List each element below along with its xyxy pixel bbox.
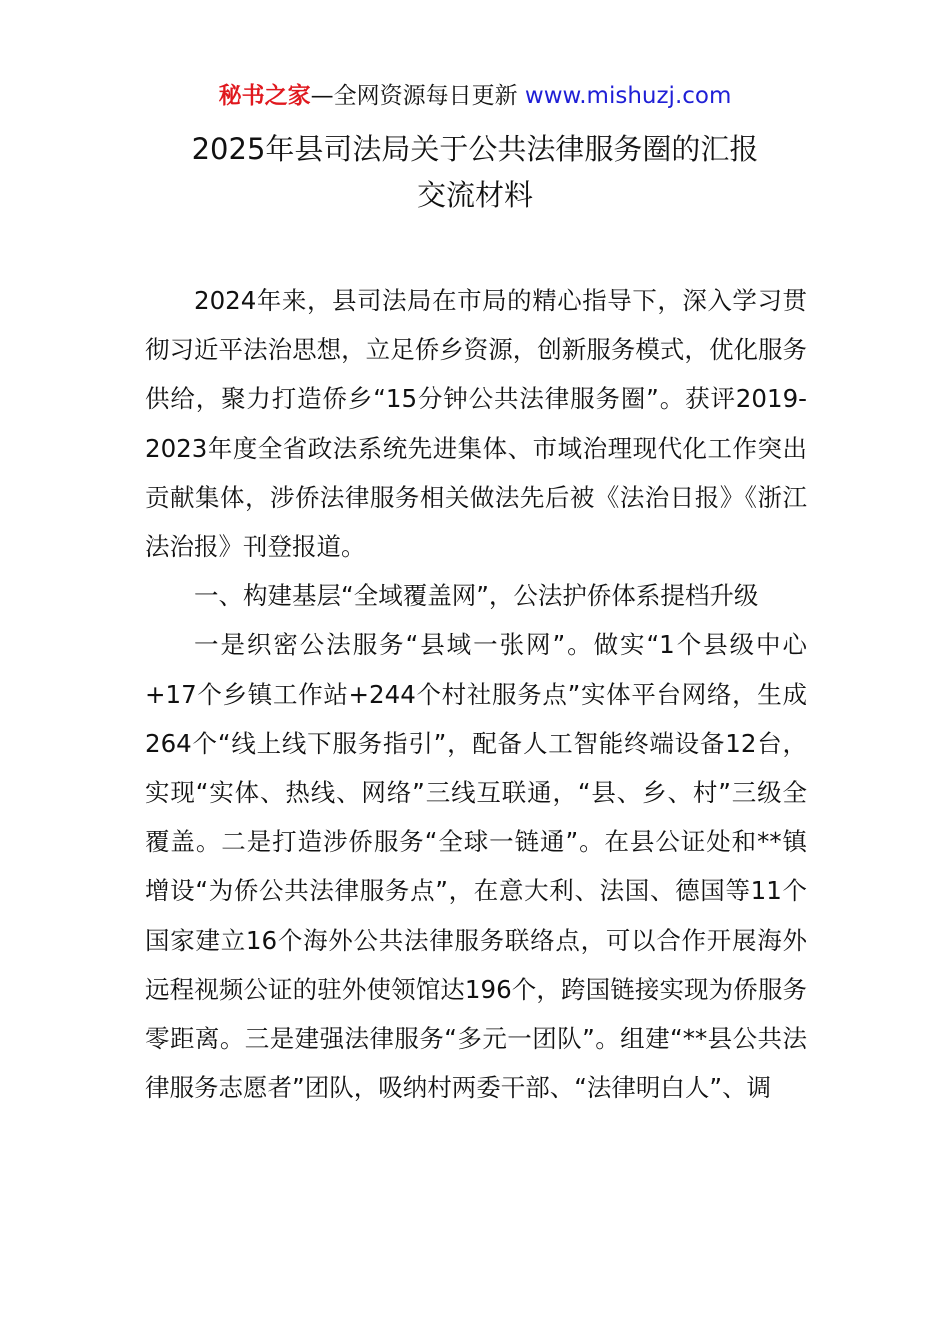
site-header [0,80,950,112]
site-tagline: —全网资源每日更新 [310,83,518,109]
title-line-2: 交流材料 [416,178,533,212]
brand-name: 秘书之家 [218,83,311,109]
intro-paragraph: 2024年来，县司法局在市局的精心指导下，深入学习贯彻习近平法治思想，立足侨乡资源，创新服务模式，优化服务供给，聚力打造侨乡“15分钟公共法律服务圈”。获评2019-2023年度全省政法系统先进集体、市域治理现代化工作突出贡献集体，涉侨法律服务相关做法先后被《法治日报》《浙江法治报》刊登报道。 [145,286,807,562]
document-title [0,126,950,218]
site-url-link[interactable]: www.mishuzj.com [524,83,732,109]
section-heading-1: 一、构建基层“全域覆盖网”，公法护侨体系提档升级 [194,581,759,611]
document-body [145,276,807,1112]
title-line-1: 2025年县司法局关于公共法律服务圈的汇报 [191,132,759,166]
section-1-paragraph: 一是织密公法服务“县域一张网”。做实“1个县级中心+17个乡镇工作站+244个村社服务点”实体平台网络，生成264个“线上线下服务指引”，配备人工智能终端设备12台，实现“实体、热线、网络”三线互联通，“县、乡、村”三级全覆盖。二是打造涉侨服务“全球一链通”。在县公证处和**镇增设“为侨公共法律服务点”，在意大利、法国、德国等11个国家建立16个海外公共法律服务联络点，可以合作开展海外远程视频公证的驻外使领馆达196个，跨国链接实现为侨服务零距离。三是建强法律服务“多元一团队”。组建“**县公共法律服务志愿者”团队，吸纳村两委干部、“法律明白人”、调 [145,630,807,1103]
